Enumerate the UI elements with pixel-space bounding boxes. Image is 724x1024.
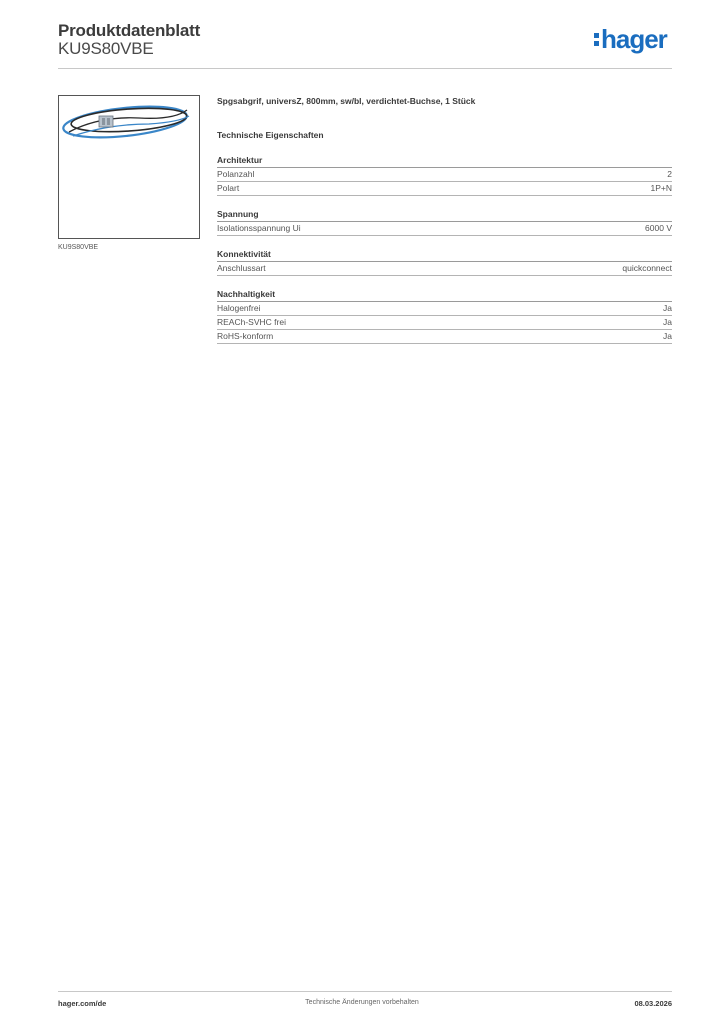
property-row bbox=[217, 222, 672, 236]
footer-disclaimer: Technische Änderungen vorbehalten bbox=[305, 999, 419, 1006]
section-title: Spannung bbox=[217, 209, 672, 222]
property-name: Polanzahl bbox=[217, 169, 255, 179]
footer-date: 08.03.2026 bbox=[634, 999, 672, 1008]
logo-text: hager bbox=[601, 24, 667, 54]
cable-icon bbox=[59, 96, 199, 238]
property-name: REACh-SVHC frei bbox=[217, 317, 286, 327]
document-title: Produktdatenblatt bbox=[58, 21, 201, 40]
section-title: Konnektivität bbox=[217, 249, 672, 262]
property-name: Isolationsspannung Ui bbox=[217, 223, 301, 233]
property-value: quickconnect bbox=[622, 263, 672, 273]
property-value: Ja bbox=[663, 331, 672, 341]
section-architektur bbox=[217, 155, 672, 196]
logo-dots-icon bbox=[594, 26, 600, 46]
section-nachhaltigkeit bbox=[217, 289, 672, 344]
property-name: Polart bbox=[217, 183, 240, 193]
property-value: Ja bbox=[663, 303, 672, 313]
section-title: Nachhaltigkeit bbox=[217, 289, 672, 302]
footer-website-link[interactable]: hager.com/de bbox=[58, 999, 107, 1008]
property-name: Halogenfrei bbox=[217, 303, 261, 313]
footer-divider bbox=[58, 991, 672, 992]
property-row bbox=[217, 168, 672, 182]
property-name: Anschlussart bbox=[217, 263, 266, 273]
header-divider bbox=[58, 68, 672, 69]
product-code: KU9S80VBE bbox=[58, 39, 154, 58]
image-caption: KU9S80VBE bbox=[58, 244, 99, 251]
property-row bbox=[217, 316, 672, 330]
product-details bbox=[217, 96, 672, 344]
property-name: RoHS-konform bbox=[217, 331, 274, 341]
property-row bbox=[217, 330, 672, 344]
section-spannung bbox=[217, 209, 672, 236]
property-value: Ja bbox=[663, 317, 672, 327]
product-image bbox=[58, 95, 200, 239]
section-konnektivitaet bbox=[217, 249, 672, 276]
property-value: 2 bbox=[667, 169, 672, 179]
property-value: 6000 V bbox=[645, 223, 672, 233]
property-value: 1P+N bbox=[650, 183, 672, 193]
product-description: Spgsabgrif, universZ, 800mm, sw/bl, verdichtet-Buchse, 1 Stück bbox=[217, 96, 476, 106]
technical-properties-heading: Technische Eigenschaften bbox=[217, 130, 324, 140]
property-row bbox=[217, 262, 672, 276]
property-row bbox=[217, 302, 672, 316]
property-row bbox=[217, 182, 672, 196]
section-title: Architektur bbox=[217, 155, 672, 168]
hager-logo bbox=[594, 26, 667, 52]
